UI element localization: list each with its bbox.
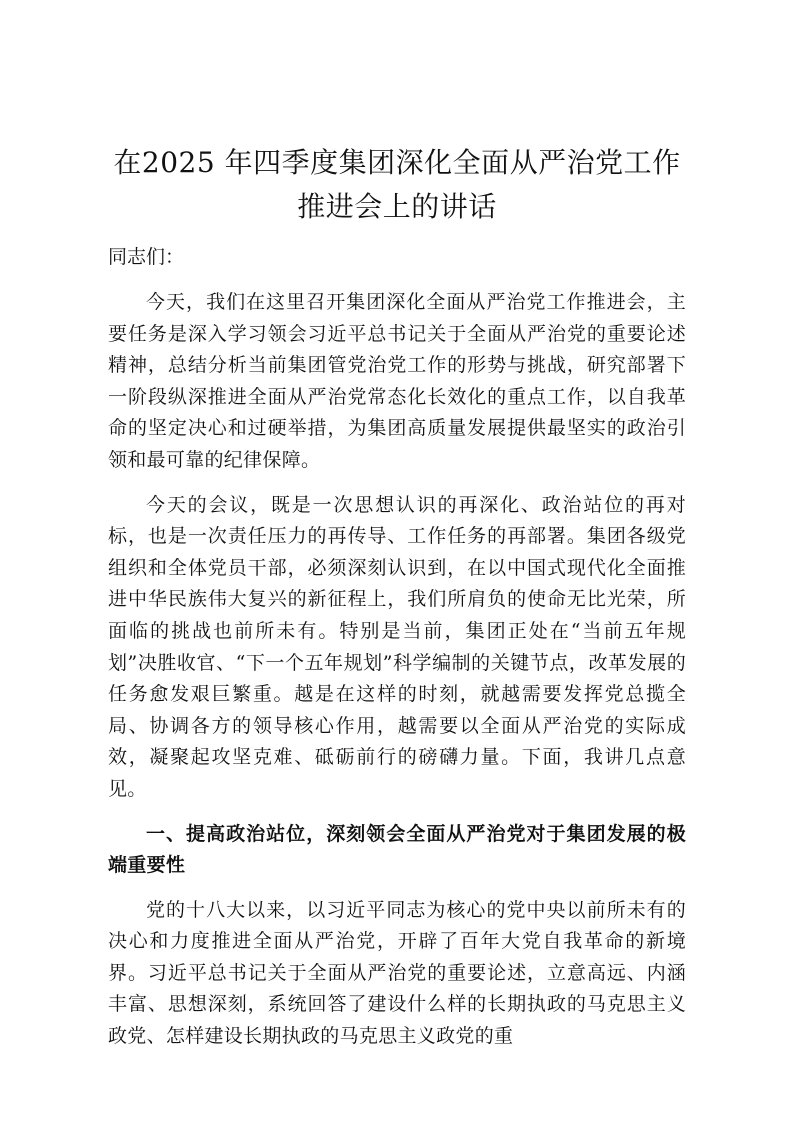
section-1-paragraph: 党的十八大以来，以习近平同志为核心的党中央以前所未有的决心和力度推进全面从严治党，开辟了百年大党自我革命的新境界。习近平总书记关于全面从严治党的重要论述，立意高远、内涵丰富、思想深刻，系统回答了建设什么样的长期执政的马克思主义政党、怎样建设长期执政的马克思主义政党的重 <box>108 898 686 1048</box>
salutation: 同志们： <box>108 246 185 268</box>
title-line-2: 推进会上的讲话 <box>297 190 497 223</box>
document-body <box>108 141 686 1066</box>
paragraph-meeting-significance: 今天的会议，既是一次思想认识的再深化、政治站位的再对标，也是一次责任压力的再传导、工作任务的再部署。集团各级党组织和全体党员干部，必须深刻认识到，在以中国式现代化全面推进中华民族伟大复兴的新征程上，我们所肩负的使命无比光荣，所面临的挑战也前所未有。特别是当前，集团正处在“当前五年规划”决胜收官、“下一个五年规划”科学编制的关键节点，改革发展的任务愈发艰巨繁重。越是在这样的时刻，就越需要发挥党总揽全局、协调各方的领导核心作用，越需要以全面从严治党的实际成效，凝聚起攻坚克难、砥砺前行的磅礴力量。下面，我讲几点意见。 <box>108 493 686 800</box>
document-title <box>108 141 686 229</box>
section-1-heading: 一、提高政治站位，深刻领会全面从严治党对于集团发展的极端重要性 <box>108 822 686 877</box>
title-line-1: 在2025 年四季度集团深化全面从严治党工作 <box>113 146 681 179</box>
paragraph-intro: 今天，我们在这里召开集团深化全面从严治党工作推进会，主要任务是深入学习领会习近平总书记关于全面从严治党的重要论述精神，总结分析当前集团管党治党工作的形势与挑战，研究部署下一阶段纵深推进全面从严治党常态化长效化的重点工作，以自我革命的坚定决心和过硬举措，为集团高质量发展提供最坚实的政治引领和最可靠的纪律保障。 <box>108 291 686 471</box>
